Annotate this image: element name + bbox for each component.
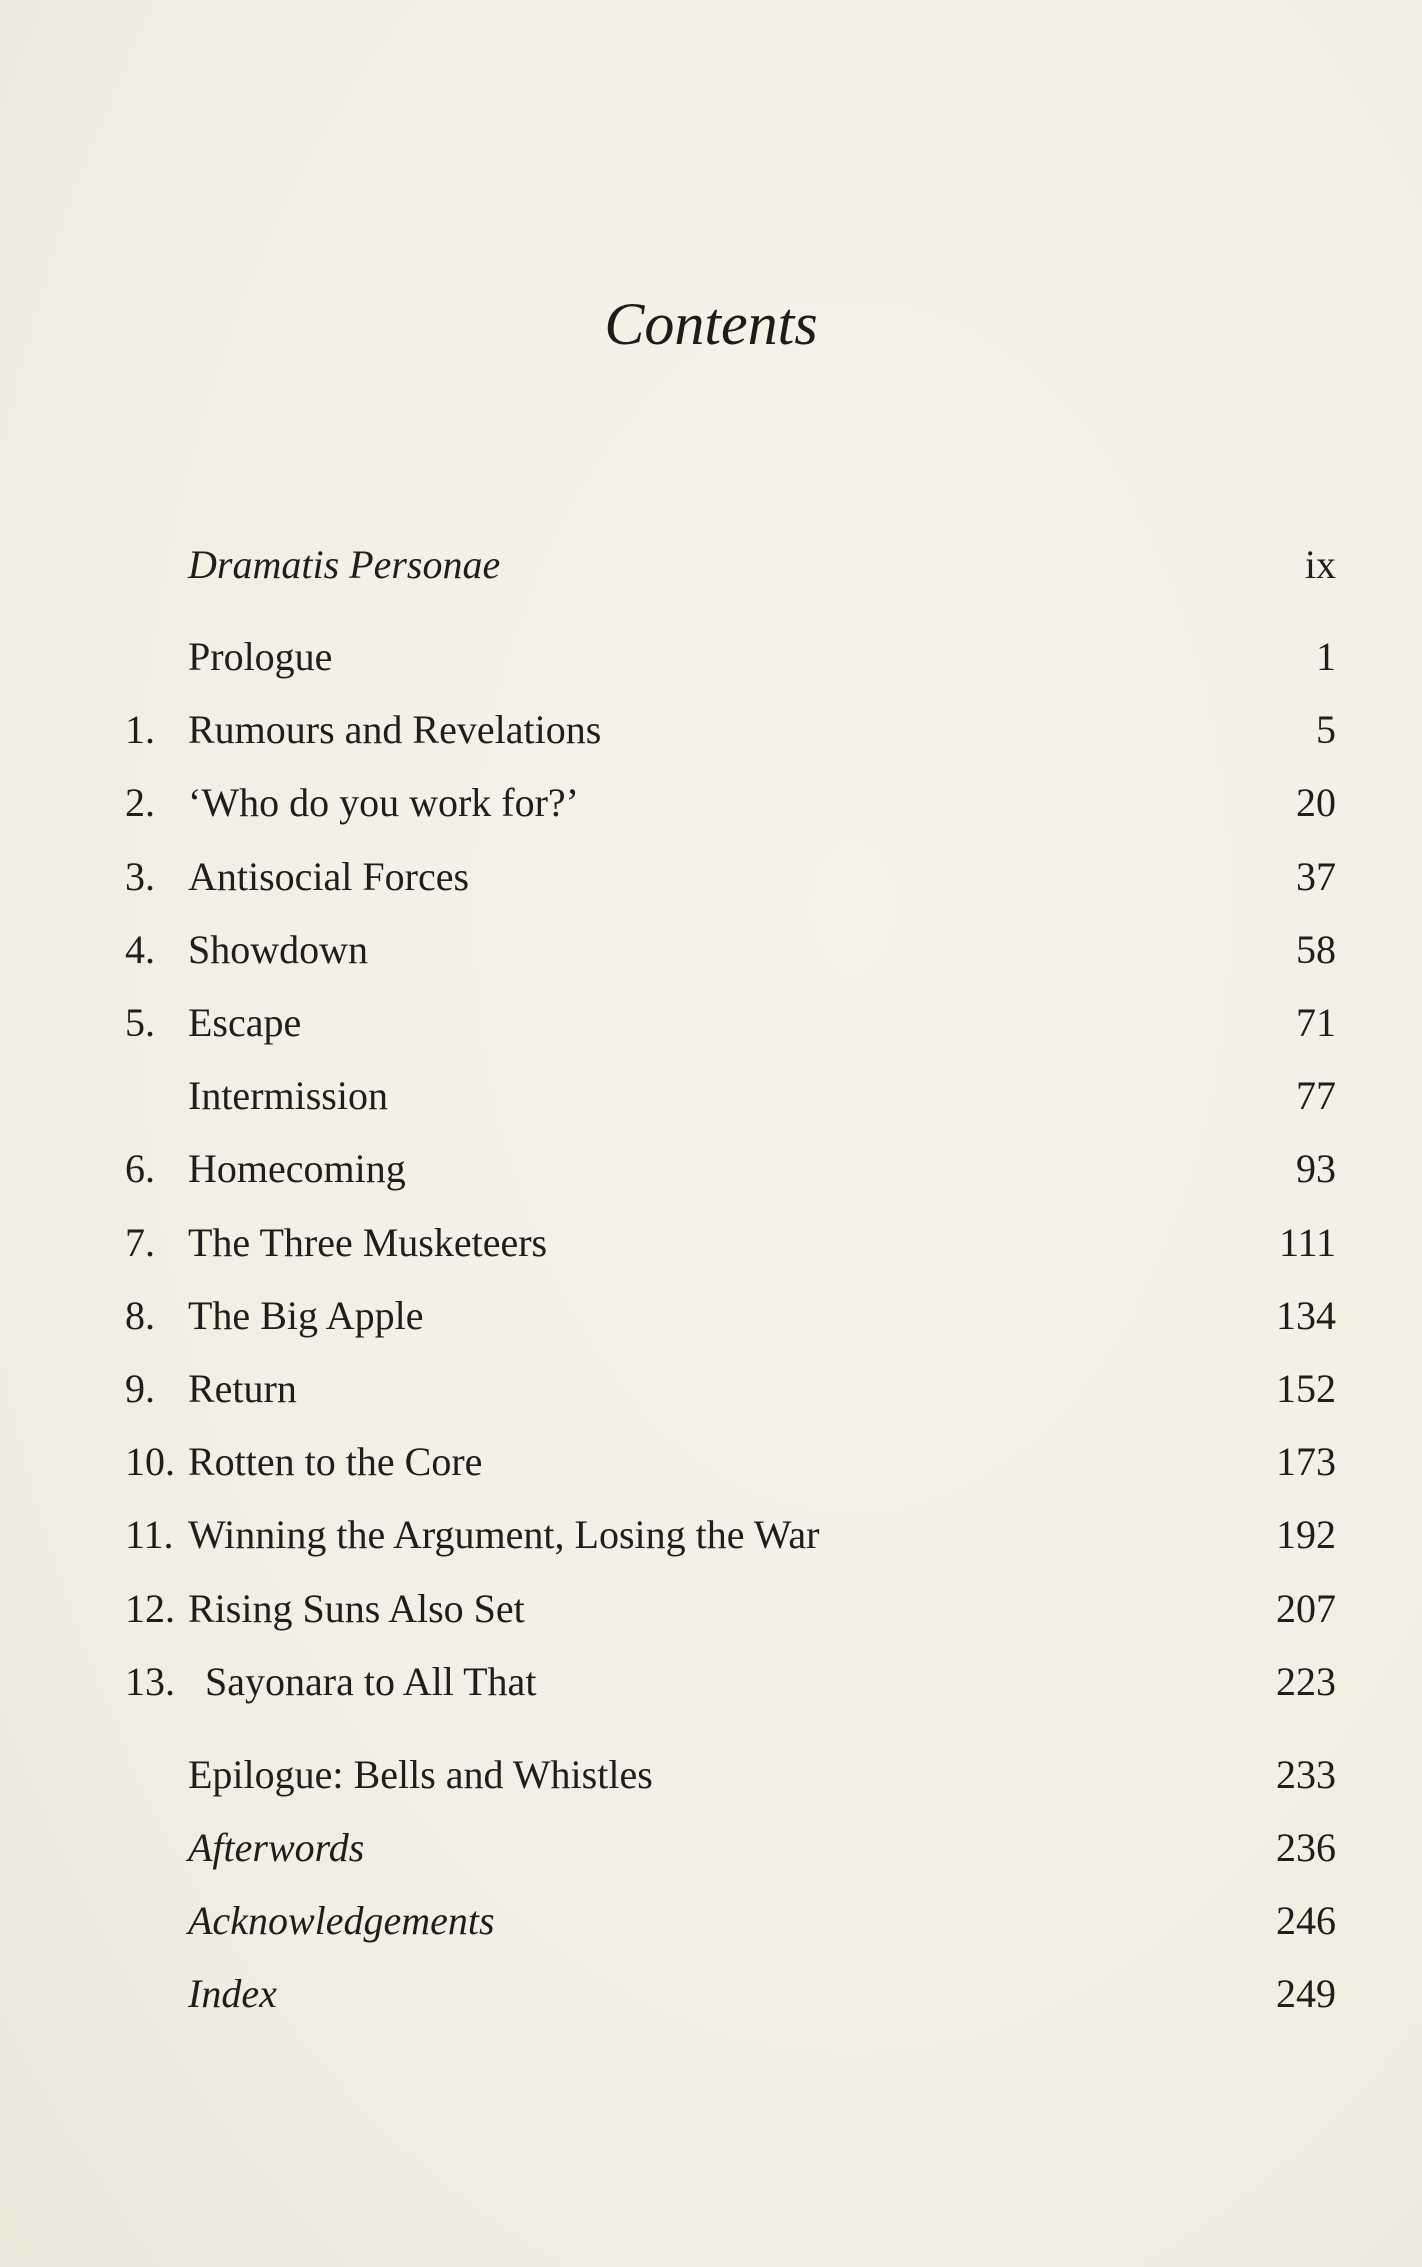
chapter-title: Antisocial Forces (188, 854, 470, 899)
toc-entry (0, 1286, 1422, 1346)
toc-entry (0, 535, 1422, 595)
chapter-number: 4. (125, 927, 155, 972)
toc-entry (0, 993, 1422, 1053)
toc-entry (0, 1432, 1422, 1492)
toc-entry (0, 1213, 1422, 1273)
chapter-title: ‘Who do you work for?’ (188, 780, 579, 825)
chapter-title: Intermission (188, 1073, 388, 1118)
chapter-title: The Three Musketeers (188, 1220, 548, 1265)
chapter-title: Escape (188, 1000, 302, 1045)
page-number: 246 (1276, 1898, 1336, 1943)
toc-entry (0, 1745, 1422, 1805)
page-number: 5 (1316, 707, 1336, 752)
chapter-title: Afterwords (188, 1825, 365, 1870)
chapter-number: 12. (125, 1586, 175, 1631)
page-number: 192 (1276, 1512, 1336, 1557)
toc-entry (0, 1139, 1422, 1199)
page-number: 37 (1296, 854, 1336, 899)
chapter-title: The Big Apple (188, 1293, 424, 1338)
page-number: 93 (1296, 1146, 1336, 1191)
chapter-number: 1. (125, 707, 155, 752)
page-number: 20 (1296, 780, 1336, 825)
page-number: 223 (1276, 1659, 1336, 1704)
chapter-number: 6. (125, 1146, 155, 1191)
chapter-title: Homecoming (188, 1146, 406, 1191)
page-number: 236 (1276, 1825, 1336, 1870)
page-title: Contents (604, 291, 818, 357)
chapter-title: Rising Suns Also Set (188, 1586, 525, 1631)
toc-entry (0, 1066, 1422, 1126)
page-number: 233 (1276, 1752, 1336, 1797)
toc-entry (0, 700, 1422, 760)
toc-entry (0, 1891, 1422, 1951)
chapter-number: 9. (125, 1366, 155, 1411)
page-number: 111 (1278, 1220, 1336, 1265)
toc-entry (0, 1818, 1422, 1878)
chapter-number: 13. (125, 1659, 175, 1704)
chapter-title: Showdown (188, 927, 369, 972)
chapter-title: Index (188, 1971, 277, 2016)
page-number: ix (1304, 542, 1336, 587)
chapter-number: 11. (125, 1512, 174, 1557)
chapter-title: Return (188, 1366, 297, 1411)
chapter-number: 7. (125, 1220, 155, 1265)
page-number: 134 (1276, 1293, 1336, 1338)
chapter-title: Prologue (188, 634, 333, 679)
chapter-number: 3. (125, 854, 155, 899)
chapter-number: 8. (125, 1293, 155, 1338)
page-number: 207 (1276, 1586, 1336, 1631)
page-number: 249 (1276, 1971, 1336, 2016)
chapter-title: Dramatis Personae (188, 542, 501, 587)
page-number: 77 (1296, 1073, 1336, 1118)
toc-entry (0, 1505, 1422, 1565)
toc-entry (0, 1964, 1422, 2024)
toc-entry (0, 1359, 1422, 1419)
page-number: 152 (1276, 1366, 1336, 1411)
chapter-title: Rumours and Revelations (188, 707, 602, 752)
toc-entry (0, 847, 1422, 907)
chapter-title: Winning the Argument, Losing the War (188, 1512, 820, 1557)
toc-entry (0, 773, 1422, 833)
chapter-number: 5. (125, 1000, 155, 1045)
chapter-title: Sayonara to All That (205, 1659, 537, 1704)
page-number: 173 (1276, 1439, 1336, 1484)
toc-entry (0, 1652, 1422, 1712)
toc-entry (0, 627, 1422, 687)
toc-entry (0, 1579, 1422, 1639)
page-number: 58 (1296, 927, 1336, 972)
toc-entry (0, 920, 1422, 980)
chapter-number: 10. (125, 1439, 175, 1484)
chapter-title: Acknowledgements (188, 1898, 495, 1943)
chapter-title: Epilogue: Bells and Whistles (188, 1752, 653, 1797)
page-number: 71 (1296, 1000, 1336, 1045)
chapter-title: Rotten to the Core (188, 1439, 483, 1484)
chapter-number: 2. (125, 780, 155, 825)
page-number: 1 (1316, 634, 1336, 679)
